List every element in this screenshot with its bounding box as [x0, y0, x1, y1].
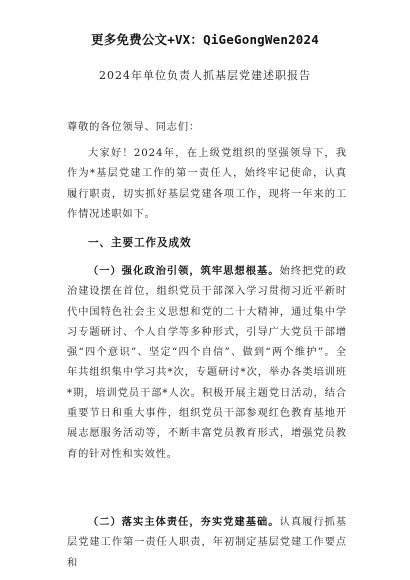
- item-1-paragraph: [67, 261, 347, 465]
- document-title: 2024年单位负责人抓基层党建述职报告: [99, 69, 311, 82]
- item-2-body: 认真履行抓基层党建工作第一责任人职责，年初制定基层党建工作要点和: [67, 517, 347, 569]
- item-1-body: 始终把党的政治建设摆在首位，组织党员干部深入学习贯彻习近平新时代中国特色社会主义思想和党的二十大精神，通过集中学习专题研讨、个人自学等多种形式，引导广大党员干部增强“四个意识”、坚定“四个自信”、做到“两个维护”。全年共组织集中学习共*次，专题研讨*次，举办各类培训班*期，培训党员干部*人次。积极开展主题党日活动，结合重要节日和重大事件，组织党员干部参观红色教育基地开展志愿服务活动等，不断丰富党员教育形式，增强党员教育的针对性和实效性。: [67, 266, 347, 460]
- item-2-paragraph: [67, 512, 347, 574]
- item-2-lead: （二）落实主体责任，夯实党建基础。: [88, 516, 280, 528]
- promo-header: 更多免费公文+VX：QiGeGongWen2024: [91, 32, 319, 47]
- intro-paragraph: 大家好！2024年，在上级党组织的坚强领导下，我作为*基层党建工作的第一责任人，始终牢记使命，认真履行职责，切实抓好基层党建各项工作，现将一年来的工作情况述职如下。: [67, 148, 347, 220]
- salutation: 尊敬的各位领导、同志们：: [67, 122, 201, 133]
- item-1-lead: （一）强化政治引领，筑牢思想根基。: [88, 265, 280, 277]
- section-heading: 一、主要工作及成效: [88, 237, 192, 249]
